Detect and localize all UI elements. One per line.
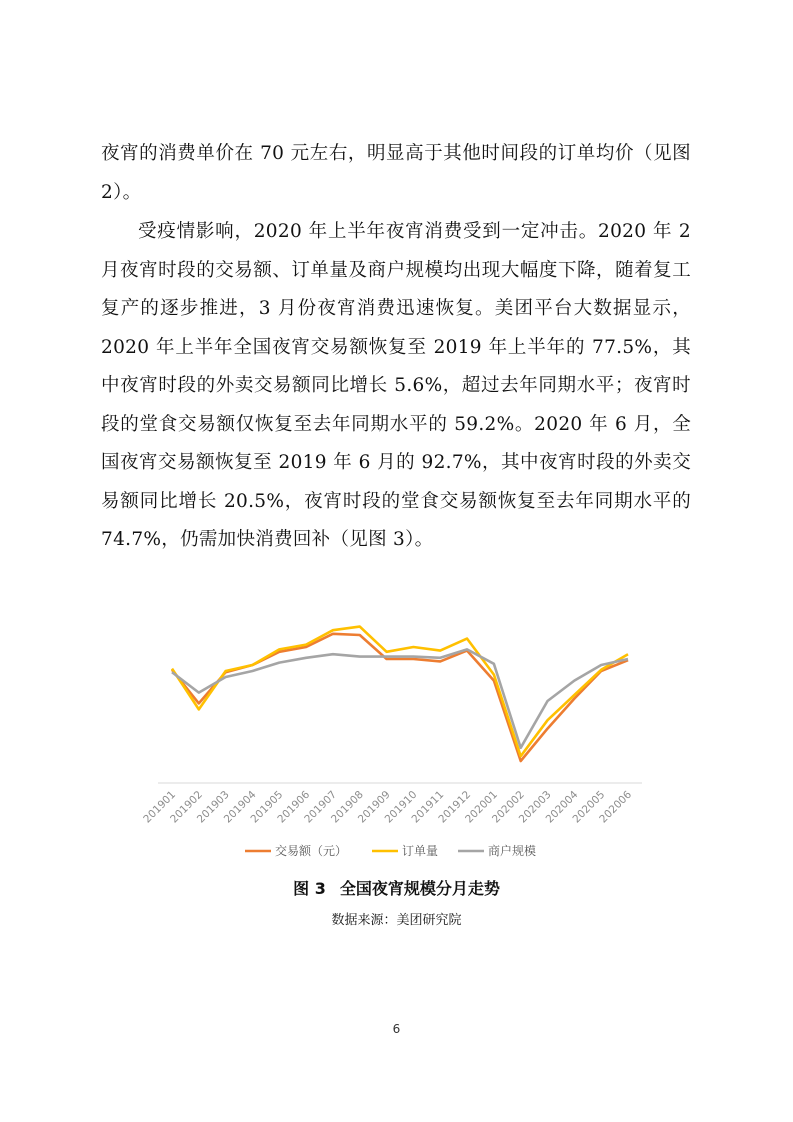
body-paragraph-2: 受疫情影响，2020 年上半年夜宵消费受到一定冲击。2020 年 2 月夜宵时段的交易额、订单量及商户规模均出现大幅度下降，随着复工复产的逐步推进，3 月份夜宵消费迅速恢复。美团平台大数据显示，2020 年上半年全国夜宵交易额恢复至 2019 年上半年的 77.5%，其中夜宵时段的外卖交易额同比增长 5.6%，超过去年同期水平；夜宵时段的堂食交易额仅恢复至去年同期水平的 59.2%。2020 年 6 月，全国夜宵交易额恢复至 2019 年 6 月的 92.7%，其中夜宵时段的外卖交易额同比增长 20.5%，夜宵时段的堂食交易额恢复至去年同期水平的 74.7%，仍需加快消费回补（见图 3）。 (101, 221, 691, 550)
x-tick-label: 201901 (141, 788, 179, 826)
monthly-night-snack-chart (141, 615, 650, 865)
x-tick-label: 202001 (463, 788, 501, 826)
x-tick-label: 201902 (168, 788, 205, 826)
x-tick-label: 201911 (409, 788, 447, 826)
page-number: 6 (392, 1022, 401, 1036)
body-paragraph-1: 夜宵的消费单价在 70 元左右，明显高于其他时间段的订单均价（见图 2）。 (101, 143, 691, 203)
x-tick-label: 202004 (543, 788, 581, 826)
x-tick-label: 201912 (436, 788, 474, 826)
chart-legend (245, 843, 536, 858)
series-line-3 (172, 649, 628, 747)
chart-svg (141, 615, 650, 865)
x-tick-label: 201908 (329, 788, 366, 826)
x-tick-labels (141, 788, 634, 825)
data-source-note: 数据来源：美团研究院 (331, 913, 462, 928)
legend-label-1: 交易额（元） (275, 844, 348, 858)
figure-caption (0, 876, 793, 899)
x-tick-label: 202003 (516, 788, 554, 826)
x-tick-label: 202006 (597, 788, 635, 826)
x-tick-label: 201903 (194, 788, 232, 826)
x-tick-label: 202002 (489, 788, 527, 826)
figure-number: 图 3 (293, 879, 326, 898)
x-tick-label: 201906 (275, 788, 313, 826)
x-tick-label: 201910 (382, 788, 420, 826)
legend-label-3: 商户规模 (488, 844, 537, 858)
series-line-1 (172, 634, 628, 761)
series-lines (172, 627, 628, 761)
x-tick-label: 202005 (570, 788, 608, 826)
legend-label-2: 订单量 (402, 844, 439, 858)
x-tick-label: 201909 (355, 788, 393, 826)
x-tick-label: 201905 (248, 788, 286, 826)
x-tick-label: 201904 (221, 788, 259, 826)
x-tick-label: 201907 (302, 788, 340, 826)
figure-title: 全国夜宵规模分月走势 (339, 879, 500, 898)
